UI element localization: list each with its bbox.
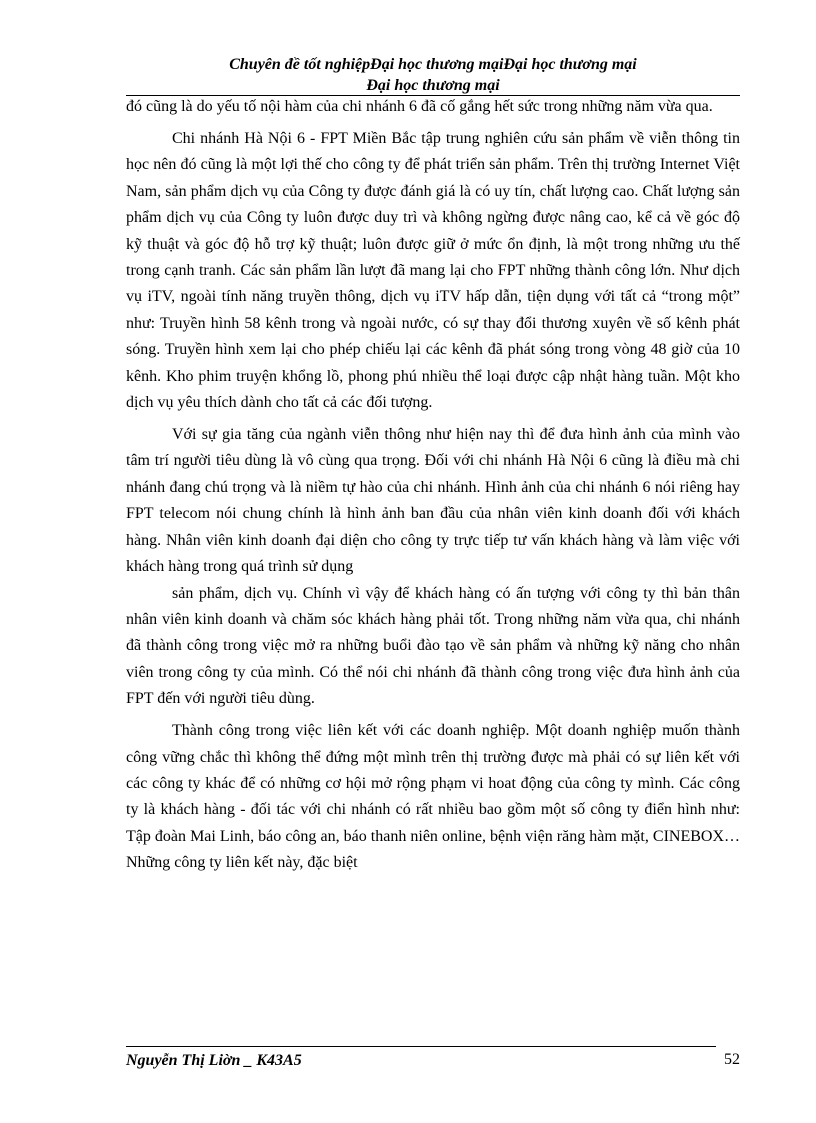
paragraph-partnerships: Thành công trong việc liên kết với các doanh nghiệp. Một doanh nghiệp muốn thành công vững chắc thì không thể đứng một mình trên thị trường được mà phải có sự liên kết với các công ty khác để có những cơ hội mở rộng phạm vi hoat động của công ty mình. Các công ty là khách hàng - đối tác với chi nhánh có rất nhiều bao gồm một số công ty điển hình như: Tập đoàn Mai Linh, báo công an, báo thanh niên online, bệnh viện răng hàm mặt, CINEBOX… Những công ty liên kết này, đặc biệt xyxy=(126,722,740,872)
paragraph-branch-products: Chi nhánh Hà Nội 6 - FPT Miền Bắc tập trung nghiên cứu sản phẩm về viễn thông tin học nên đó cũng là một lợi thế cho công ty để phát triển sản phẩm. Trên thị trường Internet Việt Nam, sản phẩm dịch vụ của Công ty được đánh giá là có uy tín, chất lượng cao. Chất lượng sản phẩm dịch vụ của Công ty luôn được duy trì và không ngừng được nâng cao, kể cả về góc độ kỹ thuật và góc độ hỗ trợ kỹ thuật; luôn được giữ ở mức ổn định, là một trong những ưu thế trong cạnh tranh. Các sản phẩm lần lượt đã mang lại cho FPT những thành công lớn. Như dịch vụ iTV, ngoài tính năng truyền thông, dịch vụ iTV hấp dẫn, tiện dụng với tất cả “trong một” như: Truyền hình 58 kênh trong và ngoài nước, có sự thay đổi thương xuyên về số kênh phát sóng. Truyền hình xem lại cho phép chiếu lại các kênh đã phát sóng trong vòng 48 giờ của 10 kênh. Kho phim truyện khổng lồ, phong phú nhiều thể loại được cập nhật hàng tuần. Một kho dịch vụ yêu thích dành cho tất cả các đối tượng. xyxy=(126,130,740,412)
header-title-line1: Chuyên đề tốt nghiệpĐại học thương mạiĐại học thương mại xyxy=(229,56,637,73)
paragraph-brand-image: Với sự gia tăng của ngành viễn thông như hiện nay thì để đưa hình ảnh của mình vào tâm trí người tiêu dùng là vô cùng qua trọng. Đối với chi nhánh Hà Nội 6 cũng là điều mà chi nhánh đang chú trọng và là niềm tự hào của chi nhánh. Hình ảnh của chi nhánh 6 nói riêng hay FPT telecom nói chung chính là hình ảnh ban đầu của nhân viên kinh doanh đối với khách hàng. Nhân viên kinh doanh đại diện cho công ty trực tiếp tư vấn khách hàng và làm việc với khách hàng trong quá trình sử dụng xyxy=(126,426,740,576)
header-title-line2: Đại học thương mại xyxy=(366,77,500,94)
page-header xyxy=(126,54,740,96)
document-body xyxy=(126,94,740,877)
footer-divider xyxy=(126,1046,716,1047)
footer-author: Nguyễn Thị Liờn _ K43A5 xyxy=(126,1052,302,1069)
page-number: 52 xyxy=(724,1051,740,1068)
paragraph-brand-image-continued: sản phẩm, dịch vụ. Chính vì vậy để khách hàng có ấn tượng với công ty thì bản thân nhân viên kinh doanh và chăm sóc khách hàng phải tốt. Trong những năm vừa qua, chi nhánh đã thành công trong việc mở ra những buổi đào tạo về sản phẩm và những kỹ năng cho nhân viên trong công ty của mình. Có thể nói chi nhánh đã thành công trong việc đưa hình ảnh của FPT đến với người tiêu dùng. xyxy=(126,584,740,708)
paragraph-continuation: đó cũng là do yếu tố nội hàm của chi nhánh 6 đã cố gắng hết sức trong những năm vừa qua. xyxy=(126,98,713,115)
